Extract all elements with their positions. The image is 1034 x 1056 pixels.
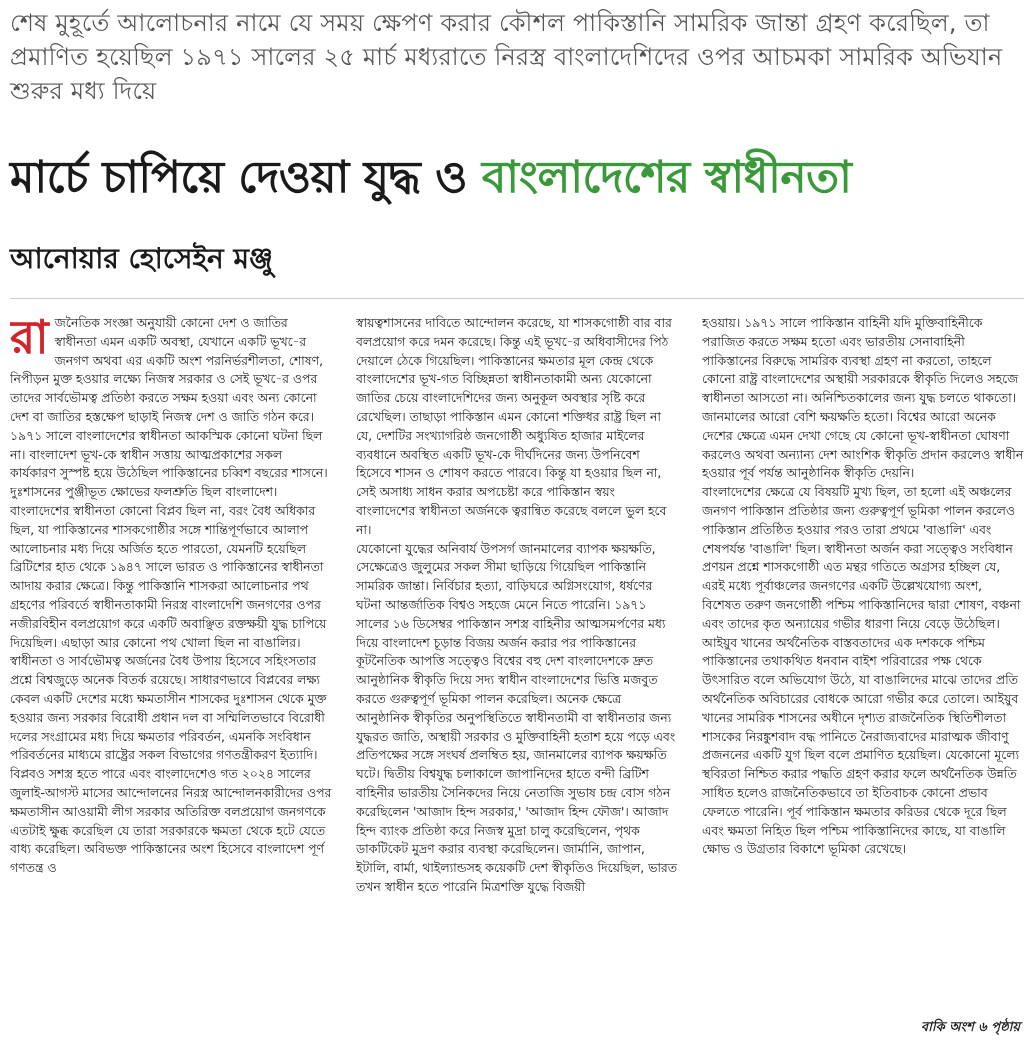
paragraph: জনৈতিক সংজ্ঞা অনুযায়ী কোনো দেশ ও জাতির স্বাধীনতা এমন একটি অবস্থা, যেখানে একটি ভূখ-ের জনগণ অথবা এর একটি অংশ পরনির্ভরশীলতা, শোষণ, নিপীড়ন মুক্ত হওয়ার লক্ষ্যে নিজস্ব সরকার ও সেই ভূখ-ের ওপর তাদের সার্বভৌমত্ব প্রতিষ্ঠা করতে সক্ষম হওয়া এবং অন্য কোনো দেশ বা জাতির হস্তক্ষেপ ছাড়াই নিজস্ব দেশ ও জাতি গঠন করে। ১৯৭১ সালে বাংলাদেশের স্বাধীনতা আকস্মিক কোনো ঘটনা ছিল না। বাংলাদেশ ভূখ-কে স্বাধীন সত্তায় আত্মপ্রকাশের সকল কার্যকারণ সুস্পষ্ট হয়ে উঠেছিল পাকিস্তানের চব্বিশ বছরের শাসনে। দুঃশাসনের পুঞ্জীভূত ক্ষোভের ফলশ্রুতি ছিল বাংলাদেশ। [10, 315, 328, 500]
paragraph: যেকোনো যুদ্ধের অনিবার্য উপসর্গ জানমালের ব্যাপক ক্ষয়ক্ষতি, সেক্ষেত্রেও জুলুমের সকল সীমা ছাড়িয়ে গিয়েছিল পাকিস্তানি সামরিক জান্তা। নির্বিচার হত্যা, বাড়িঘরে অগ্নিসংযোগ, ধর্ষণের ঘটনা আন্তর্জাতিক বিশ্বও সহজে মেনে নিতে পারেনি। ১৯৭১ সালের ১৬ ডিসেম্বর পাকিস্তান সশস্ত্র বাহিনীর আত্মসমর্পণের মধ্য দিয়ে বাংলাদেশ চূড়ান্ত বিজয় অর্জন করার পর পাকিস্তানের কূটনৈতিক আপত্তি সত্ত্বেও বিশ্বের বহু দেশ বাংলাদেশকে দ্রুত আনুষ্ঠানিক স্বীকৃতি দিয়ে সদ্য স্বাধীন বাংলাদেশের ভিত্তি মজবুত করতে গুরুত্বপূর্ণ ভূমিকা পালন করেছিল। অনেক ক্ষেত্রে আনুষ্ঠানিক স্বীকৃতির অনুপস্থিতিতে স্বাধীনতামী বা স্বাধীনতার জন্য যুদ্ধরত জাতি, অস্থায়ী সরকার ও মুক্তিবাহিনী হতাশ হয়ে পড়ে এবং প্রতিপক্ষের সঙ্গে সংঘর্ষ প্রলম্বিত হয়, জানমালের ব্যাপক ক্ষয়ক্ষতি ঘটে। দ্বিতীয় বিশ্বযুদ্ধ চলাকালে জাপানিদের হাতে বন্দী ব্রিটিশ বাহিনীর ভারতীয় সৈনিকদের নিয়ে নেতাজি সুভাষ চন্দ্র বোস গঠন করেছিলেন 'আজাদ হিন্দ সরকার,' 'আজাদ হিন্দ ফৌজ'। আজাদ হিন্দ ব্যাংক প্রতিষ্ঠা করে নিজস্ব মুদ্রা চালু করেছিলেন, পৃথক ডাকটিকেট মুদ্রণ করার ব্যবস্থা করেছিলেন। জার্মানি, জাপান, ইটালি, বার্মা, থাইল্যান্ডসহ কয়েকটি দেশ স্বীকৃতিও দিয়েছিল, ভারত তখন স্বাধীন হতে পারেনি মিত্রশক্তি যুদ্ধে বিজয়ী [356, 540, 678, 894]
paragraph: হওয়ায়। ১৯৭১ সালে পাকিস্তান বাহিনী যদি মুক্তিবাহিনীকে পরাজিত করতে সক্ষম হতো এবং ভারতীয় সেনাবাহিনী পাকিস্তানের বিরুদ্ধে সামরিক ব্যবস্থা গ্রহণ না করতো, তাহলে কোনো রাষ্ট্র বাংলাদেশের অস্থায়ী সরকারকে স্বীকৃতি দিলেও সহজে স্বাধীনতা আসতো না। অনিশ্চিতকালের জন্য যুদ্ধ চলতে থাকতো। জানমালের আরো বেশি ক্ষয়ক্ষতি হতো। বিশ্বের আরো অনেক দেশের ক্ষেত্রে এমন দেখা গেছে যে কোনো ভূখ-স্বাধীনতা ঘোষণা করলেও অথবা অন্যান্য দেশ আংশিক স্বীকৃতি প্রদান করলেও স্বাধীন হওয়ার পূর্ব পর্যন্ত আনুষ্ঠানিক স্বীকৃতি দেয়নি। [702, 315, 1024, 481]
paragraph: স্বাধীনতা ও সার্বভৌমত্ব অর্জনের বৈধ উপায় হিসেবে সহিংসতার প্রশ্নে বিশ্বজুড়ে অনেক বিতর্ক রয়েছে। সাধারণভাবে বিপ্লবের লক্ষ্য কেবল একটি দেশের মধ্যে ক্ষমতাসীন শাসকের দুঃশাসন থেকে মুক্ত হওয়ার জন্য সরকার বিরোধী প্রধান দল বা সম্মিলিতভাবে বিরোধী দলের সংগ্রামের মধ্য দিয়ে ক্ষমতার পরিবর্তন, এমনকি সংবিধান পরিবর্তনের মাধ্যমে রাষ্ট্রের সকল বিভাগের গণতন্ত্রীকরণ ইত্যাদি। বিপ্লবও সশস্ত্র হতে পারে এবং বাংলাদেশেও গত ২০২৪ সালের জুলাই-আগস্ট মাসের আন্দোলনের নিরস্ত্র আন্দোলনকারীদের ওপর ক্ষমতাসীন আওয়ামী লীগ সরকার অতিরিক্ত বলপ্রয়োগ জনগণকে এতটাই ক্ষুব্ধ করেছিল যে তারা সরকারকে ক্ষমতা থেকে হটে যেতে বাধ্য করেছিল। অবিভক্ত পাকিস্তানের অংশ হিসেবে বাংলাদেশ পূর্ণ গণতন্ত্র ও [10, 653, 332, 876]
drop-cap: রা [10, 314, 49, 364]
headline-part-2: বাংলাদেশের স্বাধীনতা [481, 152, 852, 203]
column-3 [702, 314, 1024, 1014]
continued-on-page-note: বাকি অংশ ৬ পৃষ্ঠায় [920, 1020, 1020, 1035]
paragraph: বাংলাদেশের ক্ষেত্রে যে বিষয়টি মুখ্য ছিল, তা হলো এই অঞ্চলের জনগণ পাকিস্তান প্রতিষ্ঠার জন্য গুরুত্বপূর্ণ ভূমিকা পালন করলেও পাকিস্তান প্রতিষ্ঠিত হওয়ার পরও তারা প্রথমে 'বাঙালি' এবং শেষপর্যন্ত 'বাঙালি' ছিল। স্বাধীনতা অর্জন করা সত্ত্বেও সংবিধান প্রণয়ন প্রশ্নে শাসকগোষ্ঠী এত মন্থর গতিতে অগ্রসর হচ্ছিল যে, এরই মধ্যে পূর্বাঞ্চলের জনগণের একটি উল্লেখযোগ্য অংশ, বিশেষত তরুণ জনগোষ্ঠী পশ্চিম পাকিস্তানিদের দ্বারা শোষণ, বঞ্চনা এবং তাদের কৃত অন্যায়ের গভীর ধারণা নিয়ে বেড়ে উঠেছিল। আইয়ুব খানের অর্থনৈতিক বাস্তবতাদের এক দশককে পশ্চিম পাকিস্তানের তথাকথিত ধনবান বাইশ পরিবারের পক্ষ থেকে উৎসারিত বলে অভিযোগ উঠে, যা বাঙালিদের মাঝে তাদের প্রতি অর্থনৈতিক অবিচারের বোধকে আরো গভীর করে তোলে। আইয়ুব খানের সামরিক শাসনের অধীনে দৃশ্যত রাজনৈতিক স্থিতিশীলতা শাসকের নিরঙ্কুশবাদ বদ্ধ পানিতে নৈরাজ্যবাদের মারাত্মক জীবাণু প্রজননের একটি যুগ ছিল বলে প্রমাণিত হয়েছিল। যেকোনো মূল্যে স্থবিরতা নিশ্চিত করার পদ্ধতি গ্রহণ করার ফলে অর্থনৈতিক উন্নতি সাধিত হলেও রাজনৈতিকভাবে তা ইতিবাচক কোনো প্রভাব ফেলতে পারেনি। পূর্ব পাকিস্তান ক্ষমতার করিডর থেকে দূরে ছিল এবং ক্ষমতা নিহিত ছিল পশ্চিম পাকিস্তানিদের কাছে, যা বাঙালি ক্ষোভ ও উগ্রতার বিকাশে ভূমিকা রেখেছে। [702, 484, 1021, 857]
divider [10, 298, 1024, 299]
intro-kicker: শেষ মুহূর্তে আলোচনার নামে যে সময় ক্ষেপণ করার কৌশল পাকিস্তানি সামরিক জান্তা গ্রহণ করেছিল, তা প্রমাণিত হয়েছিল ১৯৭১ সালের ২৫ মার্চ মধ্যরাতে নিরস্ত্র বাংলাদেশিদের ওপর আচমকা সামরিক অভিযান শুরুর মধ্য দিয়ে [10, 9, 1003, 105]
headline-part-1: মার্চে চাপিয়ে দেওয়া যুদ্ধ ও [10, 152, 482, 203]
byline: আনোয়ার হোসেইন মঞ্জু [10, 242, 273, 275]
column-2 [356, 314, 678, 1014]
column-1 [10, 314, 332, 1014]
paragraph: বাংলাদেশের স্বাধীনতা কোনো বিপ্লব ছিল না, বরং বৈধ অধিকার ছিল, যা পাকিস্তানের শাসকগোষ্ঠীর সঙ্গে শান্তিপূর্ণভাবে আলাপ আলোচনার মধ্য দিয়ে অর্জিত হতে পারতো, যেমনটি হয়েছিল ব্রিটিশের হাত থেকে ১৯৪৭ সালে ভারত ও পাকিস্তানের স্বাধীনতা আদায় করার ক্ষেত্রে। কিন্তু পাকিস্তানি শাসকরা আলোচনার পথ গ্রহণের পরিবর্তে স্বাধীনতাকামী নিরস্ত্র বাংলাদেশি জনগণের ওপর নজীরবিহীন বলপ্রয়োগ করে একটি অবাঞ্ছিত রক্তক্ষয়ী যুদ্ধ চাপিয়ে দিয়েছিল। এছাড়া আর কোনো পথ খোলা ছিল না বাঙালির। [10, 502, 327, 650]
headline [10, 140, 1024, 216]
article-body [10, 314, 1024, 1014]
paragraph: স্বায়ত্বশাসনের দাবিতে আন্দোলন করেছে, যা শাসকগোষ্ঠী বার বার বলপ্রয়োগ করে দমন করেছে। কিন্তু এই ভূখ-ের অধিবাসীদের পিঠ দেয়ালে ঠেকে গিয়েছিল। পাকিস্তানের ক্ষমতার মূল কেন্দ্র থেকে বাংলাদেশের ভূখ-গত বিচ্ছিন্নতা স্বাধীনতাকামী অন্য যেকোনো জাতির চেয়ে বাংলাদেশিদের জন্য অনুকূল অবস্থার সৃষ্টি করে রেখেছিল। তাছাড়া পাকিস্তান এমন কোনো শক্তিধর রাষ্ট্র ছিল না যে, দেশটির সংখ্যাগরিষ্ঠ জনগোষ্ঠী অধ্যুষিত হাজার মাইলের ব্যবধানে অবস্থিত একটি ভূখ-কে দীর্ঘদিনের জন্য উপনিবেশ হিসেবে শাসন ও শোষণ করতে পারবে। কিন্তু যা হওয়ার ছিল না, সেই অসাধ্য সাধন করার অপচেষ্টা করে পাকিস্তান স্বয়ং বাংলাদেশের স্বাধীনতা অর্জনকে ত্বরান্বিত করেছে বললে ভুল হবে না। [356, 315, 672, 537]
